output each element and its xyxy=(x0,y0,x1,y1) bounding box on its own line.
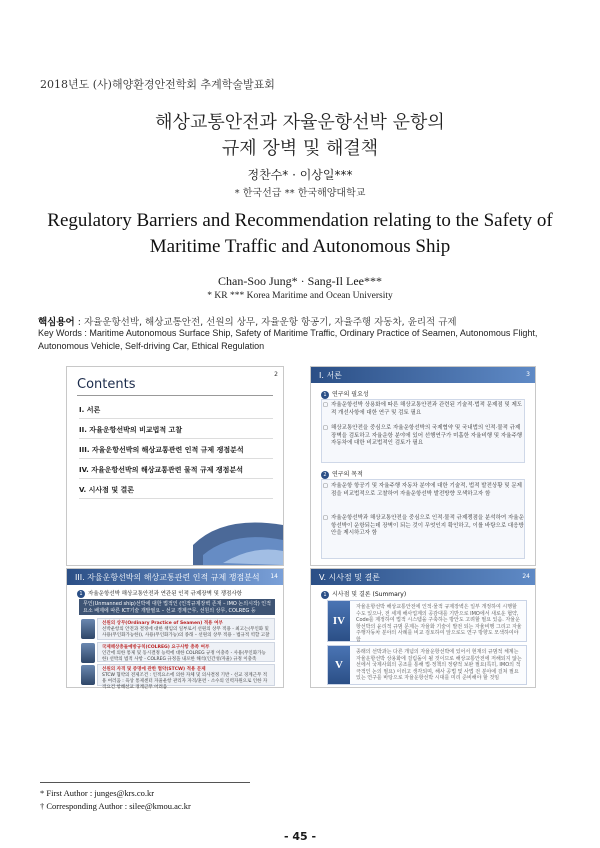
issue-title: 선원의 상무(Ordinary Practice of Seamen) 적용 여부 xyxy=(102,621,223,626)
slide-personnel-regulation xyxy=(66,568,284,688)
slide-page-number: 3 xyxy=(526,371,530,378)
wave-decoration-icon xyxy=(193,485,283,565)
number-badge-icon: 1 xyxy=(321,591,329,599)
conclusion-box-iv xyxy=(327,600,527,642)
issue-box-seamanship xyxy=(97,618,275,640)
keywords-en-label: Key Words xyxy=(38,328,82,338)
slide-page-number: 24 xyxy=(522,573,530,580)
slide-header xyxy=(311,569,535,585)
ship-thumbnail-icon xyxy=(81,665,95,685)
issue-text: 선박운항의 안전과 결정에 대한 책임의 일부로서 선원의 상무 적용 - 최고는(무인화 및 사용(무인화가능한)), 사용(무인화가능)의 종래 – 선원의 상무 적용 - 법규적 역할 고찰 xyxy=(102,627,270,638)
section-badge: V xyxy=(328,646,350,684)
bullet-item: □ 자율운항 항공기 및 자율주행 자동차 분야에 대한 기술적, 법적 발전상황 및 문제점을 비교법적으로 고찰하여 자율운항선박 발전방향 모색하고자 함 xyxy=(325,483,525,498)
conclusion-box-v xyxy=(327,645,527,685)
page-number: - 45 - xyxy=(283,830,317,843)
number-badge-icon: 2 xyxy=(321,471,329,479)
summary-banner: 무인(Unmanned ship)선박에 대한 법적인 (인적규제장벽 존재 – IMO 논의시작) 인적 요소 배제에 따른 ICT기술 개발필요 – 선교 경계근무, 선원의 상무, COLREG 등 xyxy=(79,599,275,615)
slide-header-title: I. 서론 xyxy=(319,371,342,380)
ship-thumbnail-icon xyxy=(81,619,95,639)
authors-en: Chan-Soo Jung* · Sang-Il Lee*** xyxy=(218,274,382,288)
issue-title: 선원의 자격 및 증명에 관한 협약(STCW) 적용 문제 xyxy=(102,667,206,672)
subsection-need xyxy=(321,389,369,399)
subsection-label: 연구의 필요성 xyxy=(332,391,369,398)
slide-introduction xyxy=(310,366,536,566)
slide-header-title: V. 시사점 및 결론 xyxy=(319,573,380,582)
slide-conclusion xyxy=(310,568,536,688)
number-badge-icon: 1 xyxy=(321,391,329,399)
contents-item: V. 시사점 및 결론 xyxy=(79,485,273,499)
title-en-line1: Regulatory Barriers and Recommendation relating to the Safety of xyxy=(47,210,553,231)
subsection-label: 연구의 목적 xyxy=(332,471,363,478)
issue-box-stcw xyxy=(97,664,275,690)
subsection-issues xyxy=(77,589,242,598)
authors-kr: 정찬수* · 이상일*** xyxy=(247,168,353,182)
title-kr-line1: 해상교통안전과 자율운항선박 운항의 xyxy=(155,112,445,133)
section-badge: IV xyxy=(328,601,350,641)
contents-item: III. 자율운항선박의 해상교통관련 인적 규제 쟁점분석 xyxy=(79,445,273,459)
conference-name: 2018년도 (사)해양환경안전학회 추계학술발표회 xyxy=(40,78,275,91)
bullet-item: □ 자율운항선박 상용화에 따른 해상교통안전과 관련된 기술적·법적 문제점 및 제도적 개선사항에 대한 연구 및 검토 필요 xyxy=(325,402,525,417)
issue-title: 국제해상충돌예방규칙(COLREG) 요구사항 충족 여부 xyxy=(102,645,210,650)
footnote-divider xyxy=(40,782,250,783)
slide-header-title: III. 자율운항선박의 해상교통관련 인적 규제 쟁점분석 xyxy=(75,573,260,582)
title-en-line2: Maritime Traffic and Autonomous Ship xyxy=(149,236,451,257)
keywords-kr xyxy=(38,314,568,328)
contents-title: Contents xyxy=(77,377,136,392)
slide-header xyxy=(311,367,535,383)
keywords-en-text: : Maritime Autonomous Surface Ship, Safety of Maritime Traffic, Ordinary Practice of Seamen, Autonomous Flight, Autonomous Vehicle, Self-driving Car, Ethical Regulation xyxy=(38,328,538,351)
keywords-kr-text: : 자율운항선박, 해상교통안전, 선원의 상무, 자율운항 항공기, 자율주행 자동차, 윤리적 규제 xyxy=(74,317,457,328)
footnote-first-author: * First Author : junges@krs.co.kr xyxy=(40,788,155,798)
bullet-item: □ 해상교통안전을 중심으로 자율운항선박의 국제협약 및 국내법의 인적·물적 규제장벽을 검토하고 자율운항 분야에 있어 선행연구가 미흡한 자율비행 및 자율주행자동차에 대한 비교법적인 검토가 필요 xyxy=(325,425,525,448)
contents-divider xyxy=(77,395,273,396)
subsection-label: 시사점 및 결론 (Summary) xyxy=(332,591,407,598)
number-badge-icon: 1 xyxy=(77,590,85,598)
contents-item: IV. 자율운항선박의 해상교통관련 물적 규제 쟁점분석 xyxy=(79,465,273,479)
subsection-label: 자율운항선박 해상교통안전과 연관된 인적 규제장벽 및 쟁점사항 xyxy=(88,591,242,597)
contents-item: II. 자율운항선박의 비교법적 고찰 xyxy=(79,425,273,439)
slide-page-number: 14 xyxy=(270,573,278,580)
affiliation-en: * KR *** Korea Maritime and Ocean University xyxy=(207,291,393,301)
slide-page-number: 2 xyxy=(274,371,278,378)
bullet-item: □ 자율운항선박과 해상교통안전을 중심으로 인적·물적 규제쟁점을 분석하여 자율운항선박이 운항되는데 장벽이 되는 것이 무엇인지 확인하고, 이를 바탕으로 대응방안을 제시하고자 함 xyxy=(325,515,525,538)
ship-thumbnail-icon xyxy=(81,643,95,663)
contents-item: I. 서론 xyxy=(79,405,273,419)
subsection-purpose xyxy=(321,469,363,479)
conclusion-text: 자율운항선박 해상교통안전에 인적·물적 규제장벽은 일부 개정하여 시행할 수도 있으나, 전 세계 해사업계의 공감대를 기반으로 IMO에서 새로운 협약, Code를 제정하여 법적 시스템을 구축하는 방안도 고려할 필요 있음. 자율운항선박의 윤리적 규범 문제는 자율화 기술이 발전 되는 자율비행 그리고 자율주행자동차 분야의 사례를 비교 검토하여 앞으로도 연구 방향도 모색하여야 함 xyxy=(356,604,522,643)
slide-header xyxy=(67,569,283,585)
conclusion-text: 종래의 선박과는 다른 개념의 자율운항선박에 있어서 현재의 규범적 체계는 자율운항선박 상용화에 걸림돌이 될 것이므로 해상교통안전에 저해되지 않는 선에서 국제사회의 공조를 통해 법·정책의 정량적 보완 필요(특히, IMO의 적극적인 논의 필요) 이러고 생각되며, 해사 공법 및 사법 전 분야에 걸쳐 필요 있는 연구를 바탕으로 자율운항선박 시대를 미리 준비해야 할 것임 xyxy=(356,649,522,682)
issue-text: STCW 협약의 전제조건 : 인적요소에 의한 자체 및 의사결정 기반 - 선교 경계근무 적용 여러움 : 육상 통제센터 자율운항 관리자 자격/훈련 - 소수의 인력자원으로 인한 자격요건 항해선교 경계근무 어려움 xyxy=(102,673,268,690)
keywords-kr-label: 핵심용어 xyxy=(38,317,75,328)
affiliation-kr: * 한국선급 ** 한국해양대학교 xyxy=(234,188,366,199)
title-kr-line2: 규제 장벽 및 해결책 xyxy=(221,138,379,159)
subsection-summary xyxy=(321,589,406,599)
footnote-corresponding-author: † Corresponding Author : silee@kmou.ac.kr xyxy=(40,801,191,811)
slide-contents xyxy=(66,366,284,566)
issue-box-colreg xyxy=(97,642,275,662)
issue-text: 인간에 의한 통제 및 동시결정 능력에 대한 COLREG 규정 이충족 - 사용(무인화가능한) 선박의 법적 사항 - COLREG 규정을 내포한 해석(인간성/자율) 규정 이충족 xyxy=(102,651,266,662)
keywords-en xyxy=(38,327,568,353)
